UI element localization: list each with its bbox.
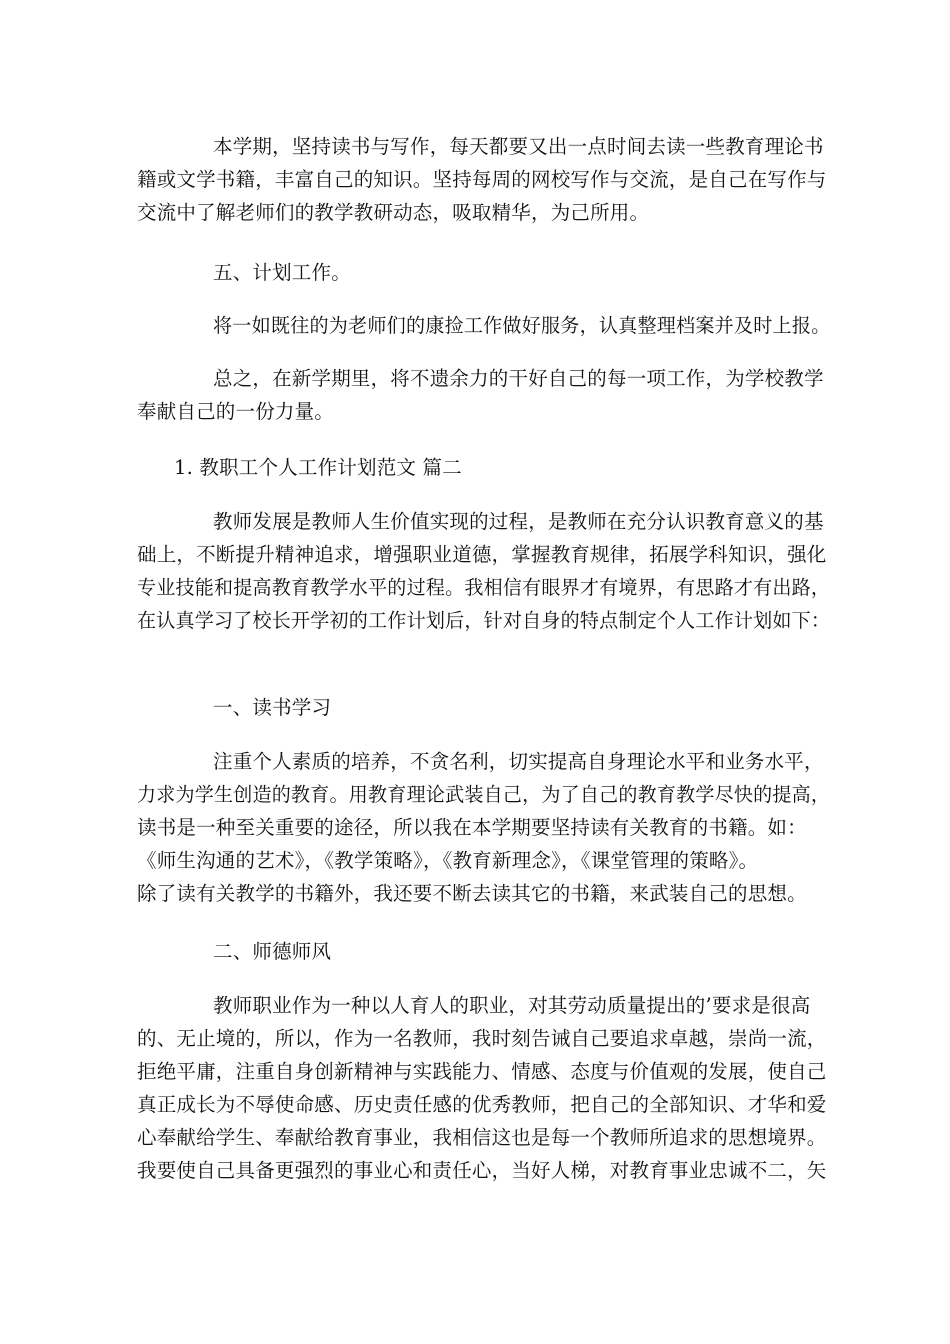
paragraph-line: 在认真学习了校长开学初的工作计划后，针对自身的特点制定个人工作计划如下： xyxy=(137,609,831,632)
section-heading: 五、计划工作。 xyxy=(213,261,351,284)
section-heading: 一、读书学习 xyxy=(213,696,332,719)
paragraph-line: 注重个人素质的培养，不贪名利，切实提高自身理论水平和业务水平， xyxy=(213,750,824,773)
paragraph-line: 籍或文学书籍，丰富自己的知识。坚持每周的网校写作与交流，是自己在写作与 xyxy=(137,168,827,191)
section-heading: 二、师德师风 xyxy=(213,940,332,963)
paragraph-line: 的、无止境的，所以，作为一名教师，我时刻告诫自己要追求卓越，崇尚一流， xyxy=(137,1027,827,1050)
paragraph-line: 础上，不断提升精神追求，增强职业道德，掌握教育规律，拓展学科知识，强化 xyxy=(137,543,827,566)
article-heading: 1. 教职工个人工作计划范文 篇二 xyxy=(174,456,462,479)
paragraph-line: 力求为学生创造的教育。用教育理论武装自己，为了自己的教育教学尽快的提高， xyxy=(137,783,831,806)
paragraph-line: 教师职业作为一种以人育人的职业，对其劳动质量提出的’要求是很高 xyxy=(213,994,811,1017)
paragraph-line: 拒绝平庸，注重自身创新精神与实践能力、情感、态度与价值观的发展，使自己 xyxy=(137,1060,827,1083)
paragraph-line: 总之，在新学期里，将不遗余力的干好自己的每一项工作，为学校教学 xyxy=(213,367,824,390)
paragraph-line: 专业技能和提高教育教学水平的过程。我相信有眼界才有境界，有思路才有出路， xyxy=(137,576,831,599)
paragraph-line: 教师发展是教师人生价值实现的过程，是教师在充分认识教育意义的基 xyxy=(213,510,824,533)
paragraph-line: 读书是一种至关重要的途径，所以我在本学期要坚持读有关教育的书籍。如： xyxy=(137,816,807,839)
paragraph-line: 本学期，坚持读书与写作，每天都要又出一点时间去读一些教育理论书 xyxy=(213,135,824,158)
paragraph-line: 《师生沟通的艺术》，《教学策略》，《教育新理念》，《课堂管理的策略》。 xyxy=(137,849,759,872)
paragraph-line: 心奉献给学生、奉献给教育事业，我相信这也是每一个教师所追求的思想境界。 xyxy=(137,1126,827,1149)
paragraph-line: 交流中了解老师们的教学教研动态，吸取精华，为己所用。 xyxy=(137,201,650,224)
paragraph-line: 奉献自己的一份力量。 xyxy=(137,400,335,423)
paragraph-line: 将一如既往的为老师们的康捡工作做好服务，认真整理档案并及时上报。 xyxy=(213,314,831,337)
paragraph-line: 除了读有关教学的书籍外，我还要不断去读其它的书籍，来武装自己的思想。 xyxy=(137,882,807,905)
paragraph-line: 真正成长为不辱使命感、历史责任感的优秀教师，把自己的全部知识、才华和爱 xyxy=(137,1093,827,1116)
paragraph-line: 我要使自己具备更强烈的事业心和责任心，当好人梯，对教育事业忠诚不二，矢 xyxy=(137,1159,827,1182)
